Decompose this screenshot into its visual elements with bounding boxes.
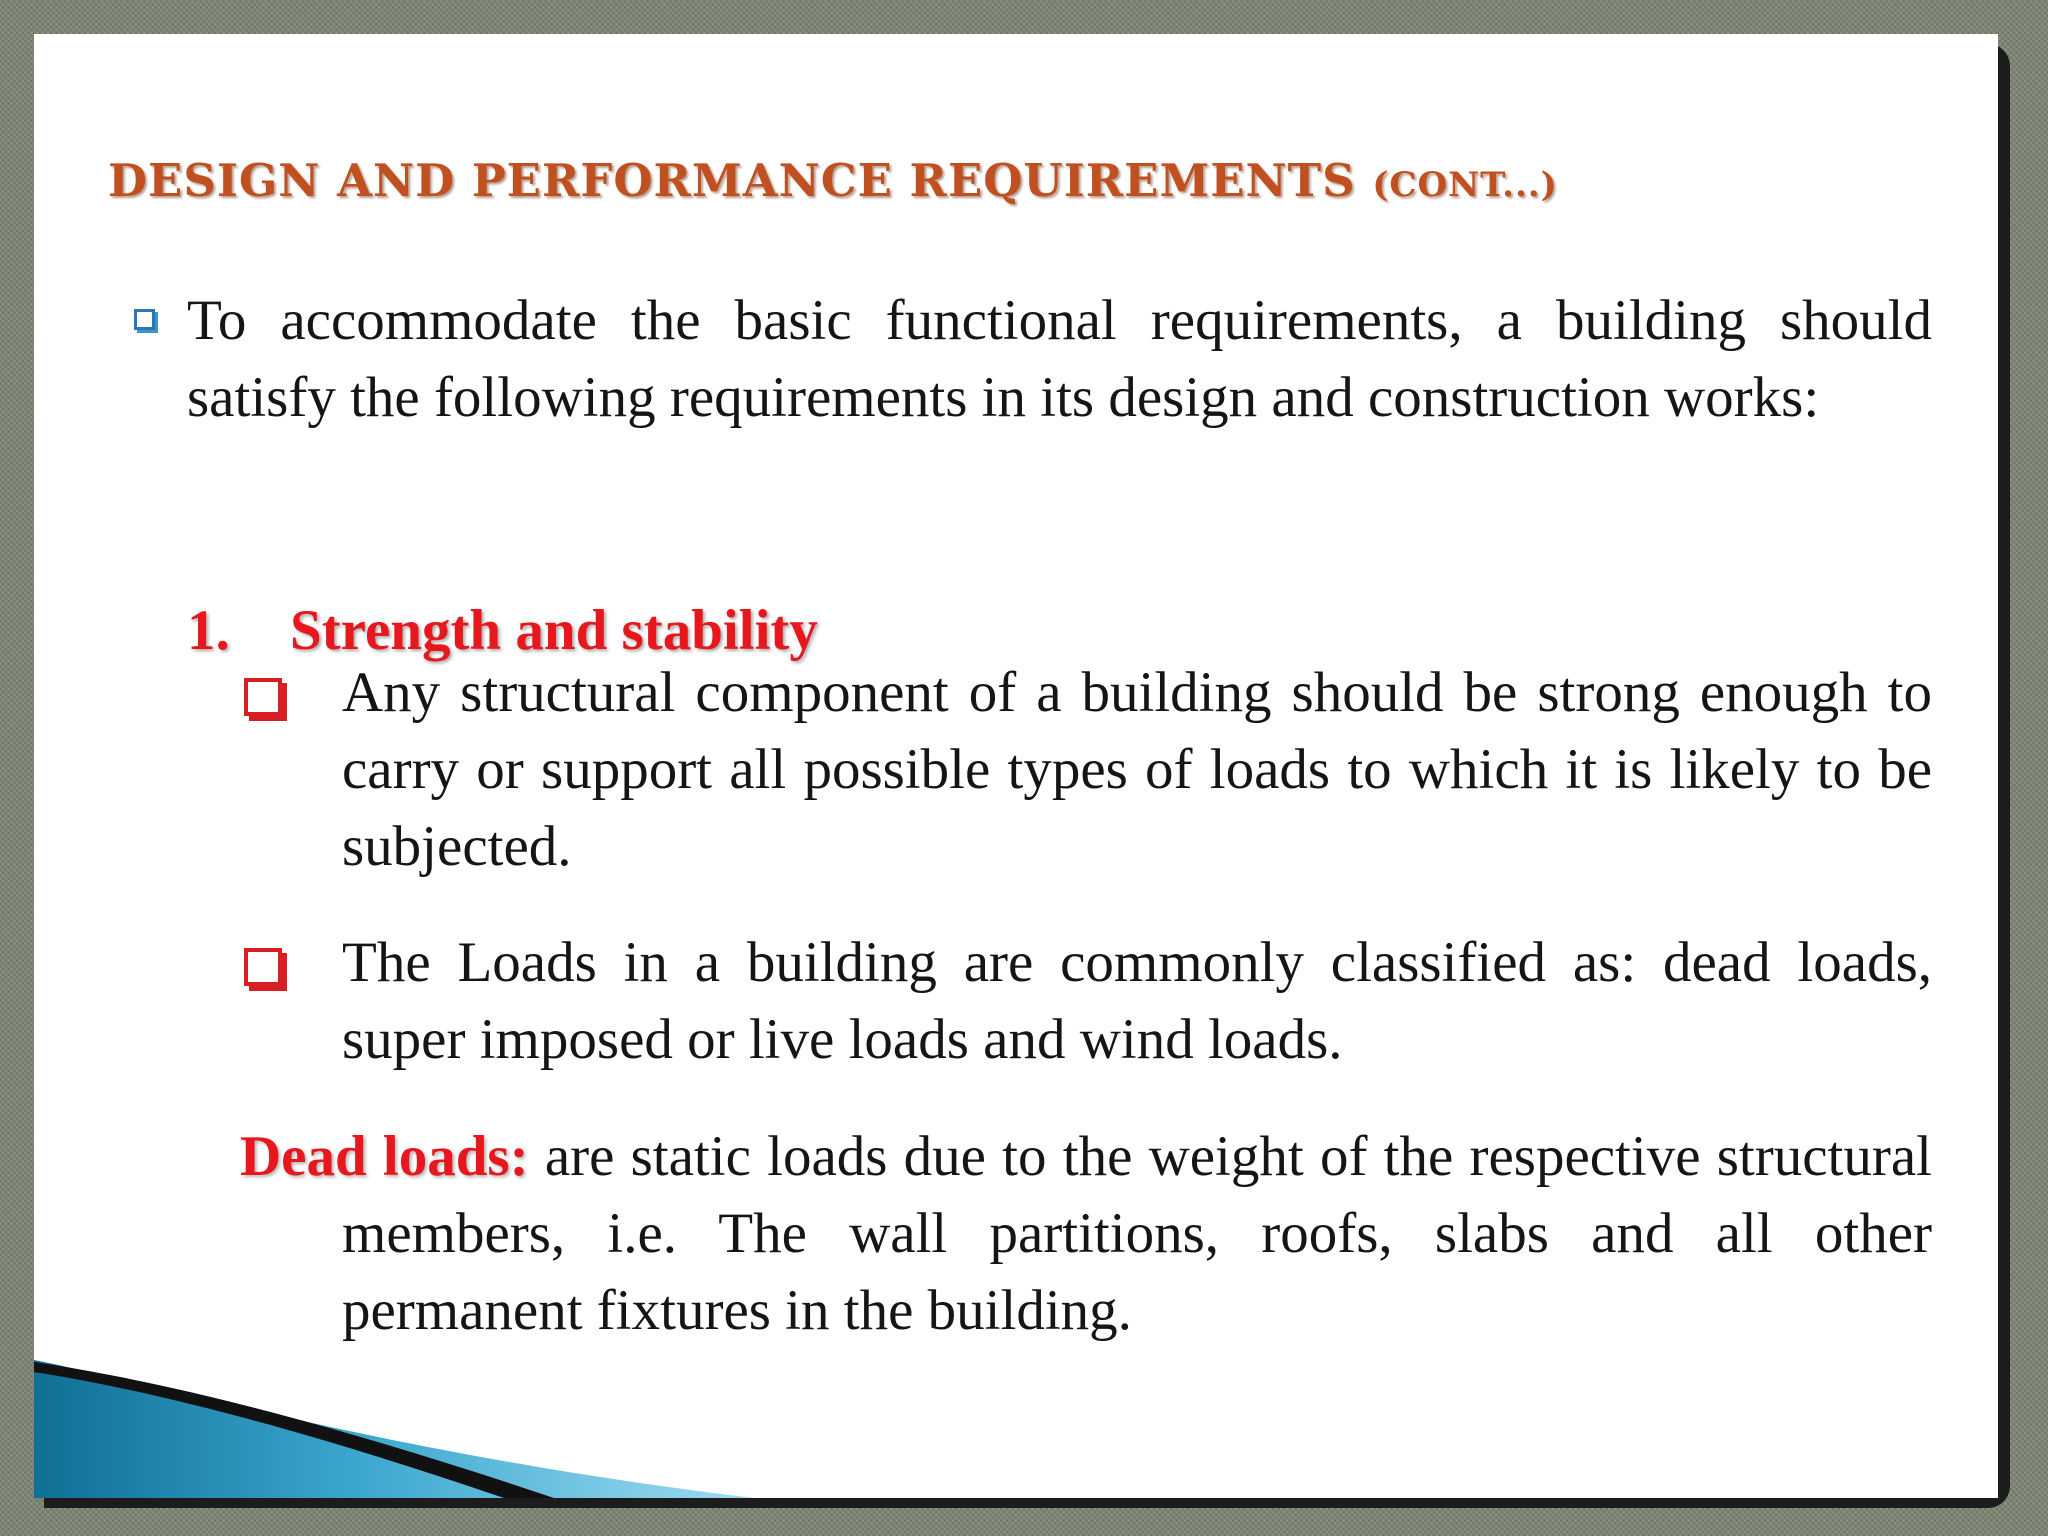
bullet-item: The Loads in a building are commonly classified as: dead loads, super imposed or live loads and wind loads.: [342, 931, 1932, 1071]
section-heading: Strength and stability: [290, 599, 818, 662]
intro-paragraph: To accommodate the basic functional requirements, a building should satisfy the following requirements in its design and construction works:: [187, 289, 1932, 429]
slide-title-main: DESIGN AND PERFORMANCE REQUIREMENTS: [108, 154, 1356, 207]
section-number: 1.: [187, 599, 230, 662]
definition-term: Dead loads:: [240, 1125, 529, 1188]
slide-title-suffix: (CONT...): [1372, 165, 1558, 205]
square-bullet-icon: [134, 309, 155, 330]
checkbox-bullet-icon: [244, 948, 282, 986]
definition-text: are static loads due to the weight of the respective structural members, i.e. The wall partitions, roofs, slabs and all other permanent fixtures in the building.: [342, 1125, 1932, 1342]
bullet-item: Any structural component of a building should be strong enough to carry or support all possible types of loads to which it is likely to be subjected.: [342, 661, 1932, 878]
slide: [34, 34, 1998, 1498]
definition-paragraph: [240, 1118, 1932, 1349]
slide-content: [34, 34, 1998, 1498]
checkbox-bullet-icon: [244, 678, 282, 716]
